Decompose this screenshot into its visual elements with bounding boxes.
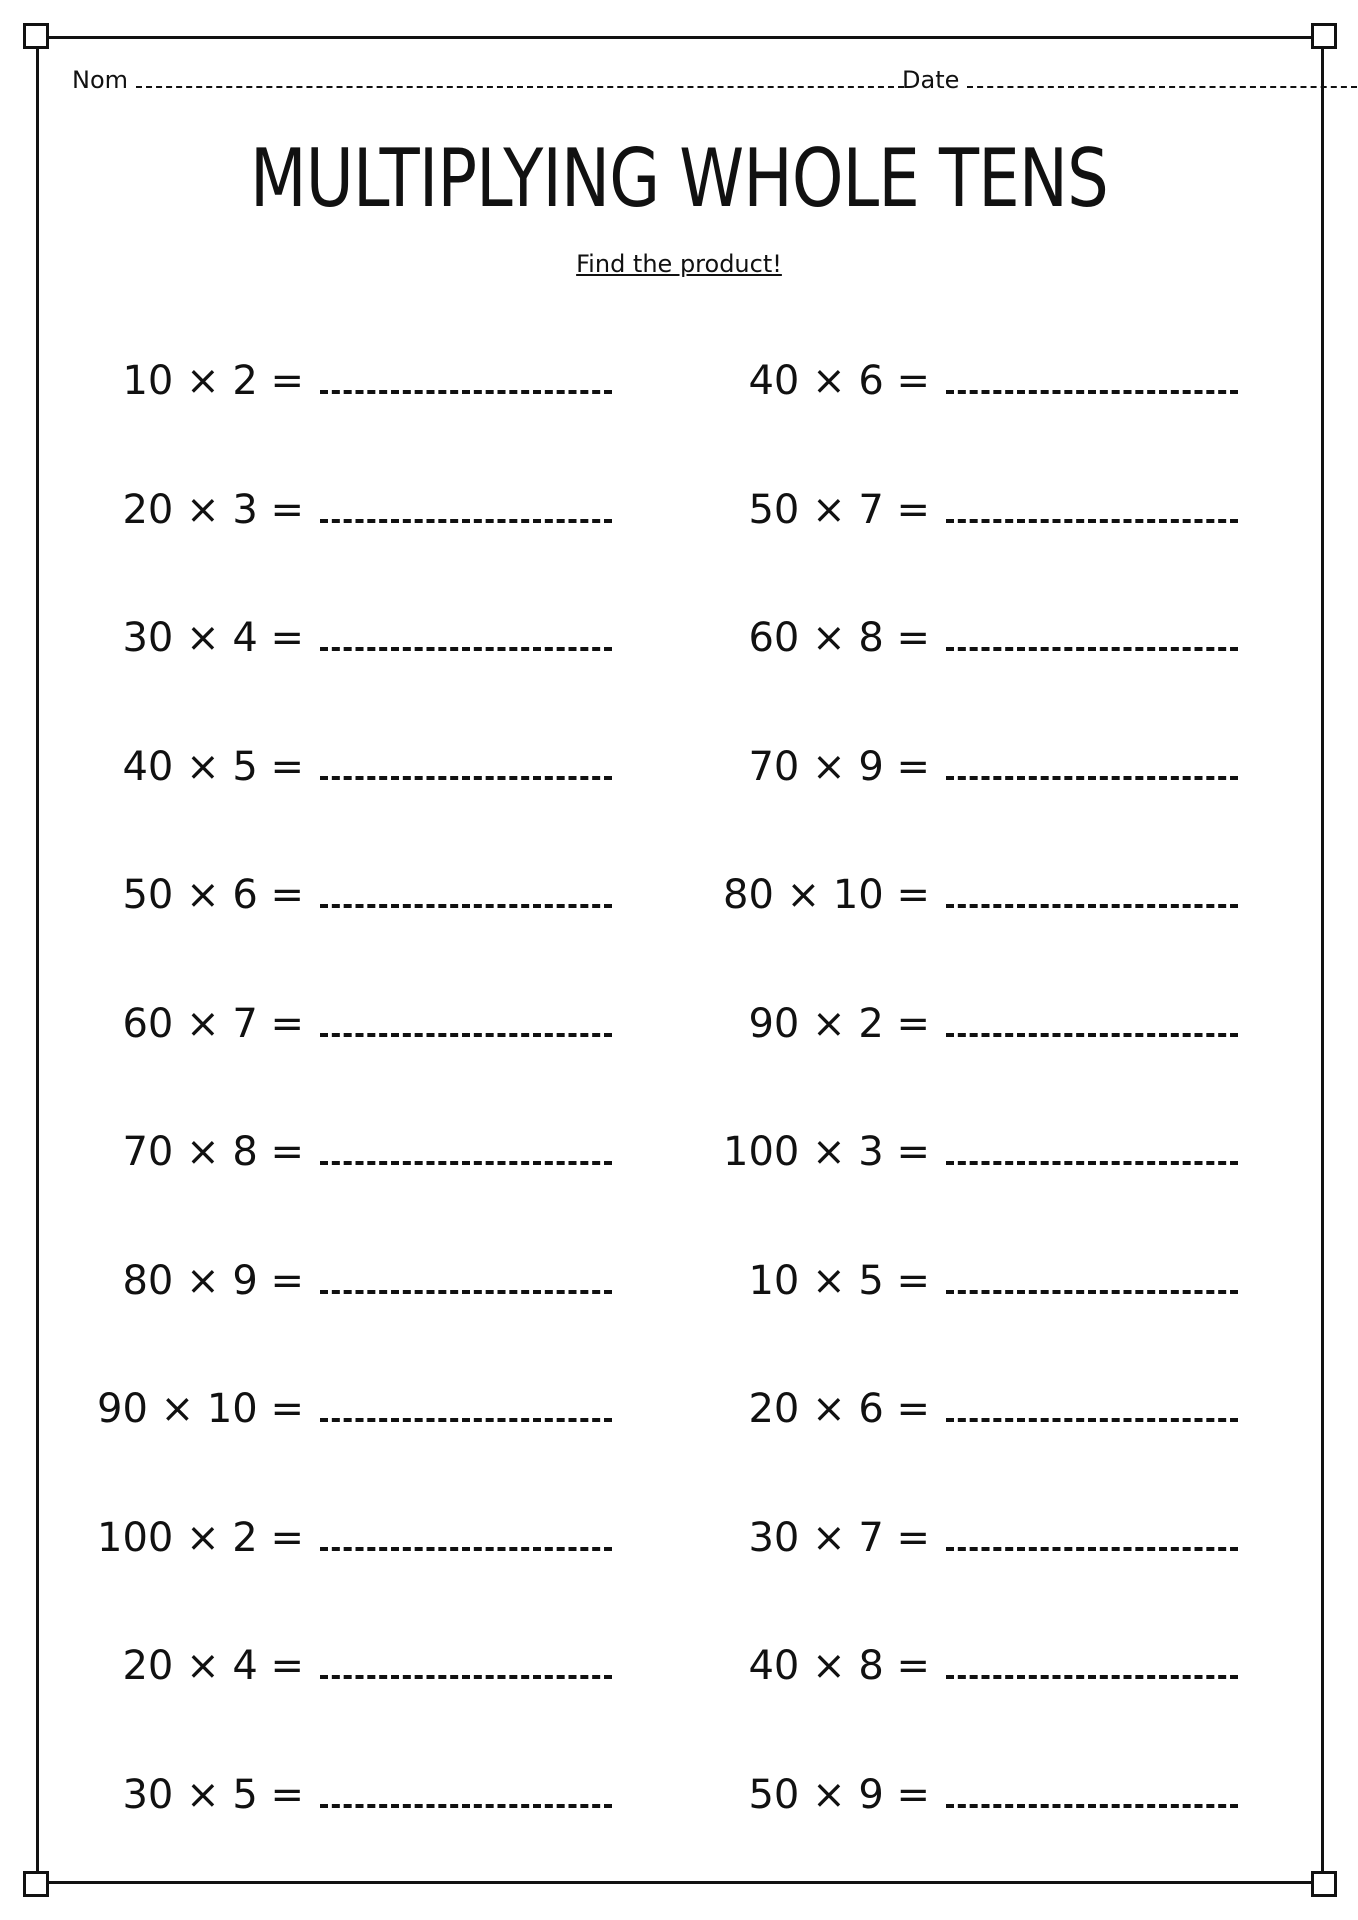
problem-expression: 70 × 8 = [122, 1129, 304, 1175]
problem-item [122, 744, 612, 790]
problem-expression: 20 × 3 = [122, 487, 304, 533]
problem-item [122, 1258, 612, 1304]
answer-blank-line[interactable] [946, 1521, 1238, 1551]
name-label: Nom [72, 66, 129, 94]
problem-expression: 40 × 5 = [122, 744, 304, 790]
answer-blank-line[interactable] [320, 750, 612, 780]
answer-blank-line[interactable] [946, 364, 1238, 394]
answer-blank-line[interactable] [320, 1007, 612, 1037]
problem-expression: 90 × 2 = [748, 1001, 930, 1047]
problem-item [748, 1386, 1238, 1432]
problem-item [122, 1643, 612, 1689]
answer-blank-line[interactable] [946, 1778, 1238, 1808]
problem-expression: 80 × 9 = [122, 1258, 304, 1304]
answer-blank-line[interactable] [320, 1649, 612, 1679]
worksheet-title: MULTIPLYING WHOLE TENS [249, 132, 1108, 225]
problem-item [748, 1258, 1238, 1304]
problem-item [748, 1001, 1238, 1047]
problem-expression: 70 × 9 = [748, 744, 930, 790]
problem-item [748, 1643, 1238, 1689]
problem-item [122, 358, 612, 404]
problem-item [748, 1515, 1238, 1561]
corner-square-top-right [1311, 23, 1337, 49]
problem-item [723, 872, 1238, 918]
problem-expression: 50 × 9 = [748, 1772, 930, 1818]
problem-expression: 50 × 6 = [122, 872, 304, 918]
problem-expression: 60 × 7 = [122, 1001, 304, 1047]
answer-blank-line[interactable] [320, 1521, 612, 1551]
problem-expression: 30 × 5 = [122, 1772, 304, 1818]
problem-item [748, 1772, 1238, 1818]
corner-square-bottom-right [1311, 1871, 1337, 1897]
problem-expression: 30 × 7 = [748, 1515, 930, 1561]
problem-item [122, 872, 612, 918]
problem-expression: 50 × 7 = [748, 487, 930, 533]
problem-expression: 100 × 3 = [723, 1129, 930, 1175]
problem-expression: 40 × 6 = [748, 358, 930, 404]
problem-item [97, 1386, 612, 1432]
problem-item [122, 1001, 612, 1047]
date-blank-line[interactable] [967, 66, 1357, 88]
problem-item [748, 358, 1238, 404]
answer-blank-line[interactable] [946, 1135, 1238, 1165]
problem-item [122, 487, 612, 533]
worksheet-instructions: Find the product! [576, 250, 782, 278]
problem-expression: 40 × 8 = [748, 1643, 930, 1689]
answer-blank-line[interactable] [946, 750, 1238, 780]
corner-square-top-left [23, 23, 49, 49]
answer-blank-line[interactable] [320, 621, 612, 651]
answer-blank-line[interactable] [320, 878, 612, 908]
date-label: Date [902, 66, 960, 94]
answer-blank-line[interactable] [946, 1007, 1238, 1037]
name-blank-line[interactable] [136, 66, 904, 88]
problem-expression: 100 × 2 = [97, 1515, 304, 1561]
problem-expression: 30 × 4 = [122, 615, 304, 661]
problem-item [723, 1129, 1238, 1175]
answer-blank-line[interactable] [320, 1778, 612, 1808]
problem-item [122, 615, 612, 661]
answer-blank-line[interactable] [946, 1649, 1238, 1679]
answer-blank-line[interactable] [320, 364, 612, 394]
answer-blank-line[interactable] [946, 621, 1238, 651]
problem-expression: 10 × 5 = [748, 1258, 930, 1304]
problem-expression: 60 × 8 = [748, 615, 930, 661]
answer-blank-line[interactable] [946, 1264, 1238, 1294]
answer-blank-line[interactable] [320, 1264, 612, 1294]
answer-blank-line[interactable] [946, 878, 1238, 908]
problem-item [122, 1129, 612, 1175]
problem-item [748, 744, 1238, 790]
problem-item [97, 1515, 612, 1561]
worksheet-border [36, 36, 1324, 1884]
problem-item [748, 615, 1238, 661]
problem-expression: 20 × 6 = [748, 1386, 930, 1432]
problem-expression: 20 × 4 = [122, 1643, 304, 1689]
answer-blank-line[interactable] [320, 1135, 612, 1165]
answer-blank-line[interactable] [946, 493, 1238, 523]
problem-expression: 10 × 2 = [122, 358, 304, 404]
answer-blank-line[interactable] [320, 1392, 612, 1422]
problem-expression: 80 × 10 = [723, 872, 930, 918]
problem-expression: 90 × 10 = [97, 1386, 304, 1432]
problem-item [122, 1772, 612, 1818]
date-field[interactable] [902, 66, 1357, 94]
name-field[interactable] [72, 66, 904, 94]
answer-blank-line[interactable] [946, 1392, 1238, 1422]
corner-square-bottom-left [23, 1871, 49, 1897]
answer-blank-line[interactable] [320, 493, 612, 523]
problem-item [748, 487, 1238, 533]
